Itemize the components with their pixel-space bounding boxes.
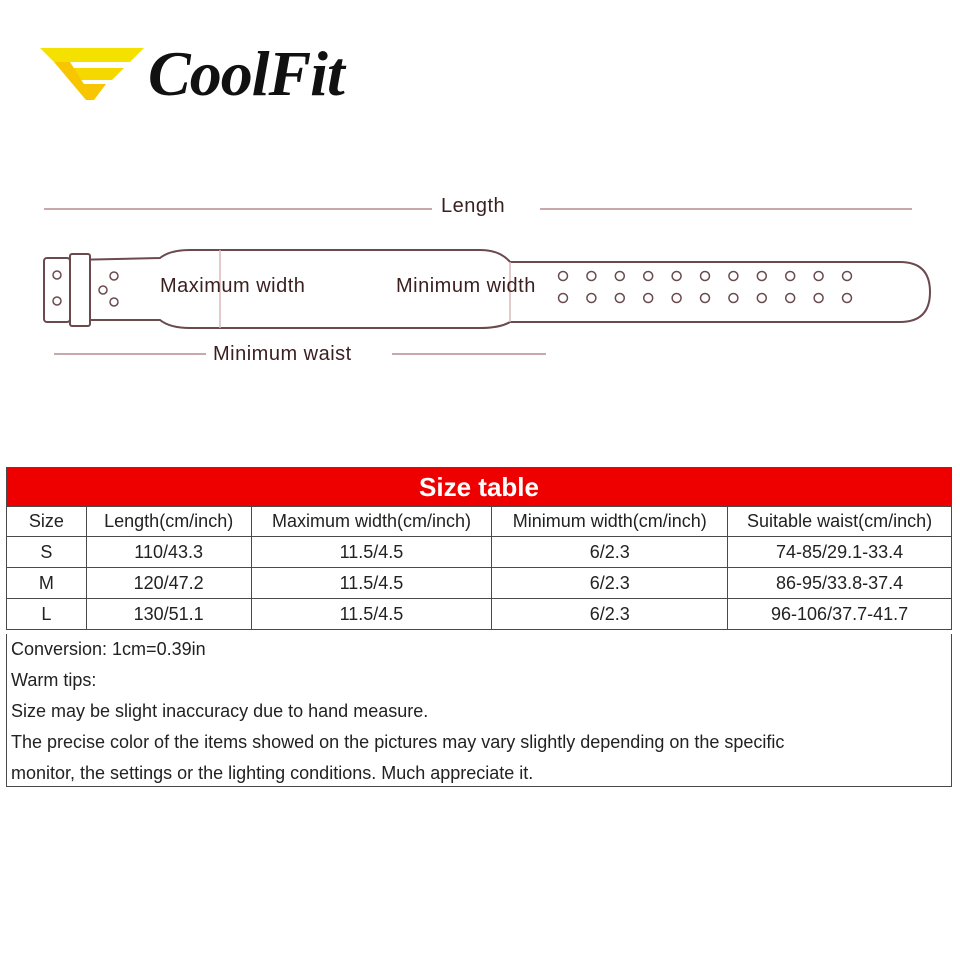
header-size: Size (7, 507, 87, 537)
size-table-title: Size table (7, 468, 952, 507)
cell-min-width: 6/2.3 (492, 537, 728, 568)
header-length: Length(cm/inch) (86, 507, 251, 537)
header-waist: Suitable waist(cm/inch) (728, 507, 952, 537)
cell-size: M (7, 568, 87, 599)
cell-size: S (7, 537, 87, 568)
tip-color-line-2: monitor, the settings or the lighting conditions. Much appreciate it. (11, 763, 534, 783)
cell-min-width: 6/2.3 (492, 599, 728, 630)
cell-length: 130/51.1 (86, 599, 251, 630)
tip-measure: Size may be slight inaccuracy due to hand measure. (11, 701, 429, 721)
belt-buckle-frame (44, 258, 70, 322)
tip-color-line-1: The precise color of the items showed on the pictures may vary slightly depending on the specific (11, 732, 785, 752)
min-width-label: Minimum width (396, 275, 536, 297)
warm-tips-heading: Warm tips: (11, 670, 97, 690)
table-row (7, 599, 952, 630)
min-waist-label: Minimum waist (213, 343, 352, 365)
coolfit-logo (40, 38, 380, 110)
cell-length: 120/47.2 (86, 568, 251, 599)
cell-length: 110/43.3 (86, 537, 251, 568)
belt-diagram (0, 180, 960, 380)
max-width-label: Maximum width (160, 275, 306, 297)
cell-min-width: 6/2.3 (492, 568, 728, 599)
notes-box (6, 634, 952, 787)
cell-waist: 86-95/33.8-37.4 (728, 568, 952, 599)
brand-name: CoolFit (148, 38, 344, 109)
conversion-note: Conversion: 1cm=0.39in (11, 639, 206, 659)
belt-buckle-loop (70, 254, 90, 326)
cell-max-width: 11.5/4.5 (251, 568, 492, 599)
size-table (6, 467, 952, 630)
cell-size: L (7, 599, 87, 630)
table-row (7, 568, 952, 599)
cell-max-width: 11.5/4.5 (251, 537, 492, 568)
size-table-header-row (7, 507, 952, 537)
coolfit-chevron-logo-icon (40, 42, 150, 106)
header-min-width: Minimum width(cm/inch) (492, 507, 728, 537)
cell-max-width: 11.5/4.5 (251, 599, 492, 630)
size-table-title-row (7, 468, 952, 507)
length-label: Length (441, 195, 506, 217)
cell-waist: 96-106/37.7-41.7 (728, 599, 952, 630)
table-row (7, 537, 952, 568)
header-max-width: Maximum width(cm/inch) (251, 507, 492, 537)
cell-waist: 74-85/29.1-33.4 (728, 537, 952, 568)
